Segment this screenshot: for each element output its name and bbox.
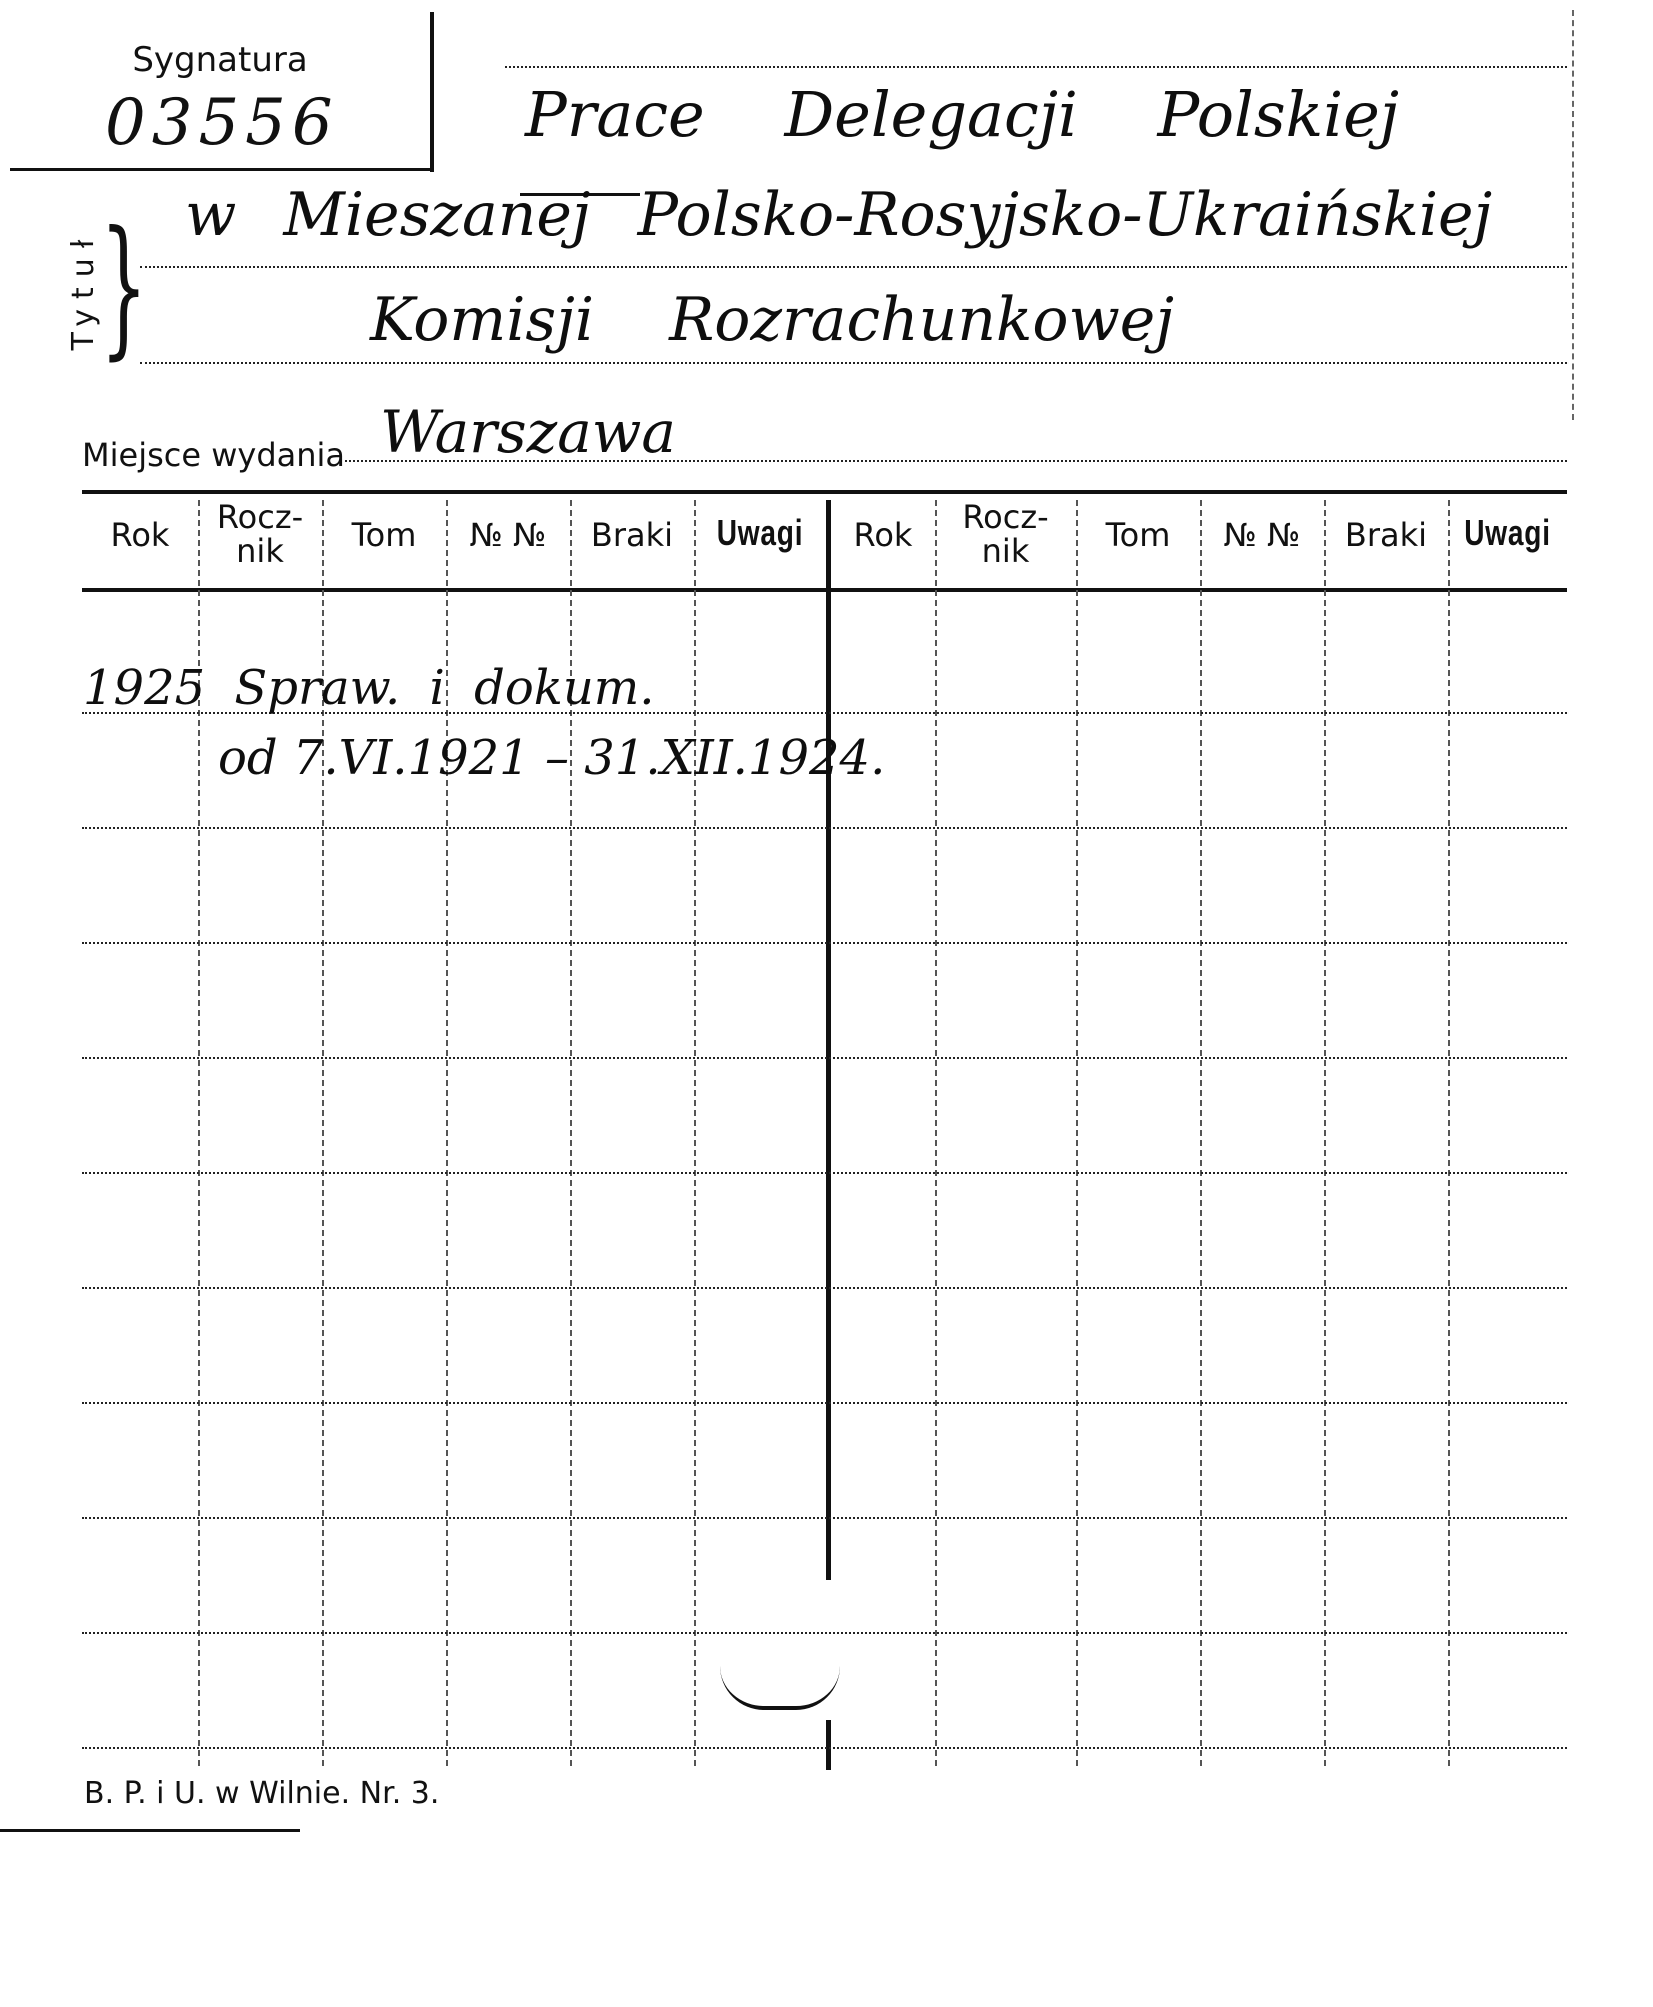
row-line bbox=[82, 1747, 1567, 1749]
entry-description: Spraw. i dokum. bbox=[234, 660, 655, 716]
header-right-rok: Rok bbox=[853, 516, 913, 554]
row-line bbox=[82, 1517, 1567, 1519]
column-line bbox=[694, 500, 696, 1766]
column-line bbox=[935, 500, 937, 1766]
header-right-tom: Tom bbox=[1105, 516, 1171, 554]
row-line bbox=[82, 1402, 1567, 1404]
title-line-1: Prace Delegacji Polskiej bbox=[525, 78, 1399, 151]
header-left-uwagi: Uwagi bbox=[716, 512, 804, 553]
card-right-edge bbox=[1572, 10, 1576, 420]
column-line bbox=[1448, 500, 1450, 1766]
header-left-numery: № № bbox=[469, 516, 547, 554]
signature-label: Sygnatura bbox=[132, 40, 308, 80]
entry-year: 1925 bbox=[83, 660, 206, 716]
title-dotted-line-3 bbox=[140, 362, 1567, 364]
row-line bbox=[82, 827, 1567, 829]
row-line bbox=[82, 1057, 1567, 1059]
entry-row-2 bbox=[218, 730, 885, 786]
header-right-braki: Braki bbox=[1344, 516, 1428, 554]
header-left-rok: Rok bbox=[110, 516, 170, 554]
printer-footer: B. P. i U. w Wilnie. Nr. 3. bbox=[84, 1776, 440, 1811]
title-dotted-line-1 bbox=[505, 66, 1567, 68]
header-right-uwagi: Uwagi bbox=[1464, 512, 1551, 553]
row-line bbox=[82, 942, 1567, 944]
entry-description: od 7.VI.1921 – 31.XII.1924. bbox=[218, 730, 886, 786]
signature-value: 03556 bbox=[105, 86, 339, 160]
row-line bbox=[82, 1172, 1567, 1174]
title-dotted-line-2 bbox=[140, 266, 1567, 268]
row-line bbox=[82, 1287, 1567, 1289]
title-brace: } bbox=[100, 200, 148, 374]
table-header-rule bbox=[82, 588, 1567, 592]
title-line-2: w Mieszanej Polsko-Rosyjsko-Ukraińskiej bbox=[185, 180, 1493, 250]
place-label: Miejsce wydania bbox=[82, 436, 346, 474]
header-left-rocznik: Rocz- nik bbox=[216, 498, 304, 570]
header-right-rocznik: Rocz- nik bbox=[962, 498, 1049, 570]
signature-box-underline bbox=[10, 168, 434, 171]
entry-row-1 bbox=[83, 660, 655, 716]
title-line-3: Komisji Rozrachunkowej bbox=[370, 285, 1174, 355]
title-side-label: Tytuł bbox=[66, 229, 101, 351]
card-bottom-edge bbox=[0, 1829, 300, 1832]
column-line bbox=[1200, 500, 1202, 1766]
place-dotted-line bbox=[345, 460, 1567, 462]
place-value: Warszawa bbox=[380, 398, 677, 466]
header-left-braki: Braki bbox=[590, 516, 674, 554]
table-top-rule bbox=[82, 490, 1567, 494]
row-line bbox=[82, 1632, 1567, 1634]
header-left-tom: Tom bbox=[351, 516, 417, 554]
column-line bbox=[1324, 500, 1326, 1766]
header-right-numery: № № bbox=[1223, 516, 1301, 554]
signature-box-divider bbox=[430, 12, 434, 172]
column-line bbox=[1076, 500, 1078, 1766]
